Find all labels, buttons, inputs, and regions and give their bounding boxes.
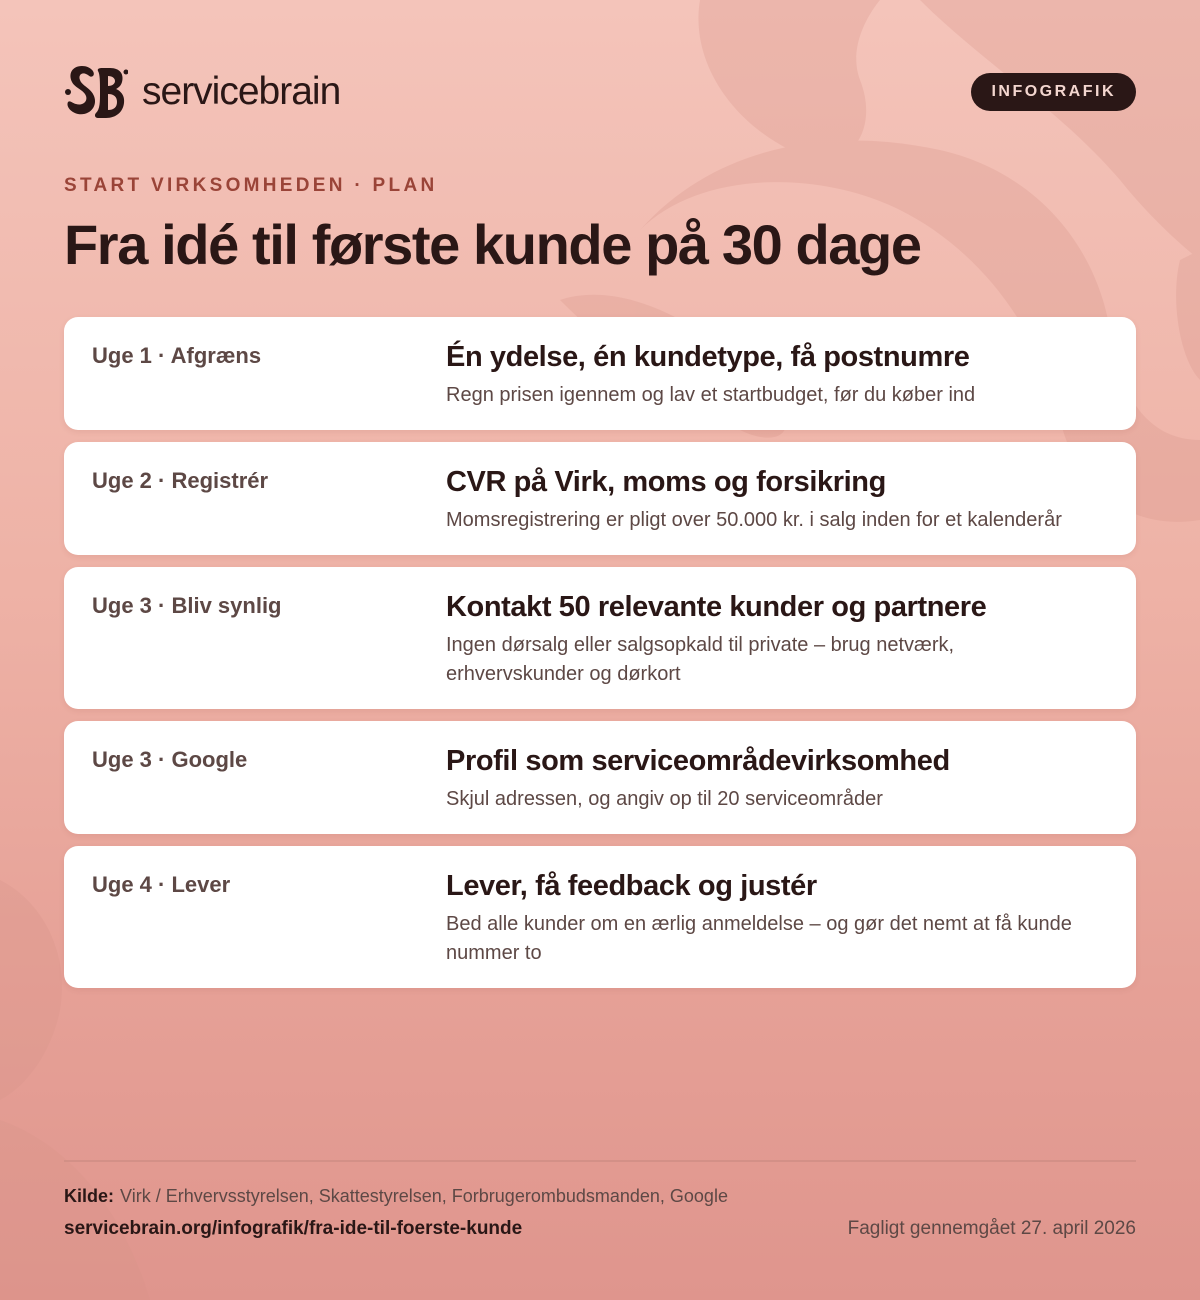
step-description: Regn prisen igennem og lav et startbudget, før du køber ind (446, 384, 976, 406)
step-card (64, 317, 1136, 430)
step-list (64, 317, 1136, 1000)
step-week-label: Uge 2 · Registrér (92, 468, 269, 493)
step-card (64, 721, 1136, 834)
review-date: Fagligt gennemgået 27. april 2026 (847, 1218, 1136, 1239)
source-url-link[interactable]: servicebrain.org/infografik/fra-ide-til-foerste-kunde (64, 1218, 523, 1239)
step-card (64, 846, 1136, 988)
step-week-label: Uge 3 · Bliv synlig (92, 593, 282, 618)
source-text: Virk / Erhvervsstyrelsen, Skattestyrelsen, Forbrugerombudsmanden, Google (120, 1186, 728, 1206)
source-label: Kilde: (64, 1186, 115, 1206)
step-description: Skjul adressen, og angiv op til 20 serviceområder (446, 788, 883, 810)
eyebrow-label: START VIRKSOMHEDEN · PLAN (64, 175, 438, 196)
servicebrain-logo-icon (64, 62, 128, 122)
step-heading: Én ydelse, én kundetype, få postnumre (446, 341, 970, 373)
step-heading: Profil som serviceområdevirksomhed (446, 745, 950, 777)
step-card (64, 442, 1136, 555)
source-line (64, 1186, 728, 1207)
step-description: Bed alle kunder om en ærlig anmeldelse – og gør det nemt at få kunde nummer to (446, 913, 1072, 964)
brand-logo[interactable] (64, 62, 340, 122)
step-description: Ingen dørsalg eller salgsopkald til private – brug netværk, erhvervskunder og dørkort (446, 634, 955, 685)
step-week-label: Uge 3 · Google (92, 747, 248, 772)
brand-name: servicebrain (142, 70, 341, 113)
infografik-badge: INFOGRAFIK (971, 73, 1136, 111)
step-description: Momsregistrering er pligt over 50.000 kr. i salg inden for et kalenderår (446, 509, 1062, 531)
step-week-label: Uge 4 · Lever (92, 872, 231, 897)
step-heading: CVR på Virk, moms og forsikring (446, 466, 886, 498)
step-heading: Kontakt 50 relevante kunder og partnere (446, 591, 987, 623)
step-heading: Lever, få feedback og justér (446, 870, 817, 902)
page-title: Fra idé til første kunde på 30 dage (64, 213, 921, 276)
step-week-label: Uge 1 · Afgræns (92, 343, 262, 368)
footer-divider (64, 1160, 1136, 1162)
step-card (64, 567, 1136, 709)
